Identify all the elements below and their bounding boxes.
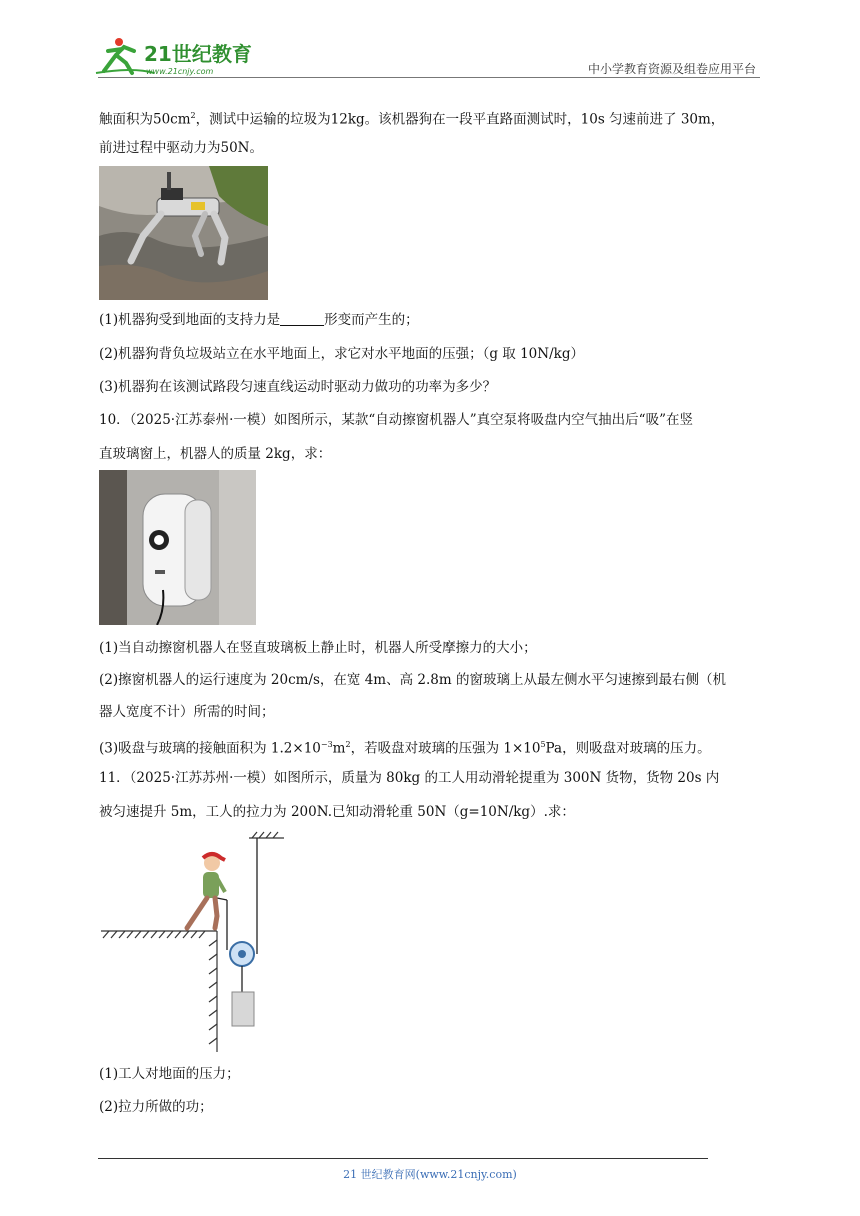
q10-line1: 10．（2025·江苏泰州·一模）如图所示，某款“自动擦窗机器人”真空泵将吸盘内空气抽出后“吸”在竖 xyxy=(99,412,693,428)
q11-line2: 被匀速提升 5m，工人的拉力为 200N.已知动滑轮重 50N（g=10N/kg）.求： xyxy=(99,804,575,820)
ground-hatch xyxy=(101,931,217,1052)
q11-sub1: (1)工人对地面的压力； xyxy=(99,1066,240,1082)
q9-intro-line1: 触面积为$50cm^2$，测试中运输的垃圾为12kg。该机器狗在一段平直路面测试时，10s 匀速前进了 30m， xyxy=(99,111,725,128)
q11-line1: 11．（2025·江苏苏州·一模）如图所示，质量为 80kg 的工人用动滑轮提重为 300N 货物，货物 20s 内 xyxy=(99,770,720,786)
q10-sub2-line2: 器人宽度不计）所需的时间； xyxy=(99,704,275,720)
q9-sub3: (3)机器狗在该测试路段匀速直线运动时驱动力做功的功率为多少？ xyxy=(99,379,497,395)
window-cleaning-robot-photo xyxy=(99,470,256,625)
footer-divider xyxy=(98,1158,708,1159)
q10-sub2-line1: (2)擦窗机器人的运行速度为 20cm/s，在宽 4m、高 2.8m 的窗玻璃上从最左侧水平匀速擦到最右侧（机 xyxy=(99,672,726,688)
pulley-diagram xyxy=(99,830,284,1055)
footer-link[interactable]: 21 世纪教育网(www.21cnjy.com) xyxy=(343,1168,517,1181)
header-divider xyxy=(98,77,760,78)
answer-blank[interactable] xyxy=(280,311,324,326)
cargo-block-icon xyxy=(232,992,254,1026)
ceiling-hatch xyxy=(249,832,284,838)
q9-intro-line2: 前进过程中驱动力为50N。 xyxy=(99,140,263,156)
q10-sub3: (3)吸盘与玻璃的接触面积为 $1.2\times 10^{-3}m^2$，若吸盘对玻璃的压强为 $1\times 10^5Pa$，则吸盘对玻璃的压力。 xyxy=(99,740,711,757)
q11-sub2: (2)拉力所做的功； xyxy=(99,1099,213,1115)
robot-dog-photo xyxy=(99,166,268,300)
movable-pulley-icon xyxy=(230,942,254,992)
worker-icon xyxy=(187,854,225,928)
site-logo xyxy=(94,33,264,77)
platform-label: 中小学教育资源及组卷应用平台 xyxy=(587,62,756,76)
q9-sub2: (2)机器狗背负垃圾站立在水平地面上，求它对水平地面的压强；（g 取 10N/kg） xyxy=(99,346,584,362)
q10-line2: 直玻璃窗上，机器人的质量 2kg，求： xyxy=(99,446,332,462)
q10-sub1: (1)当自动擦窗机器人在竖直玻璃板上静止时，机器人所受摩擦力的大小； xyxy=(99,640,537,656)
q9-sub1: (1)机器狗受到地面的支持力是 形变而产生的； xyxy=(99,312,419,328)
logo-url-text: www.21cnjy.com xyxy=(146,67,214,76)
logo-text: 21世纪教育 xyxy=(144,42,252,66)
